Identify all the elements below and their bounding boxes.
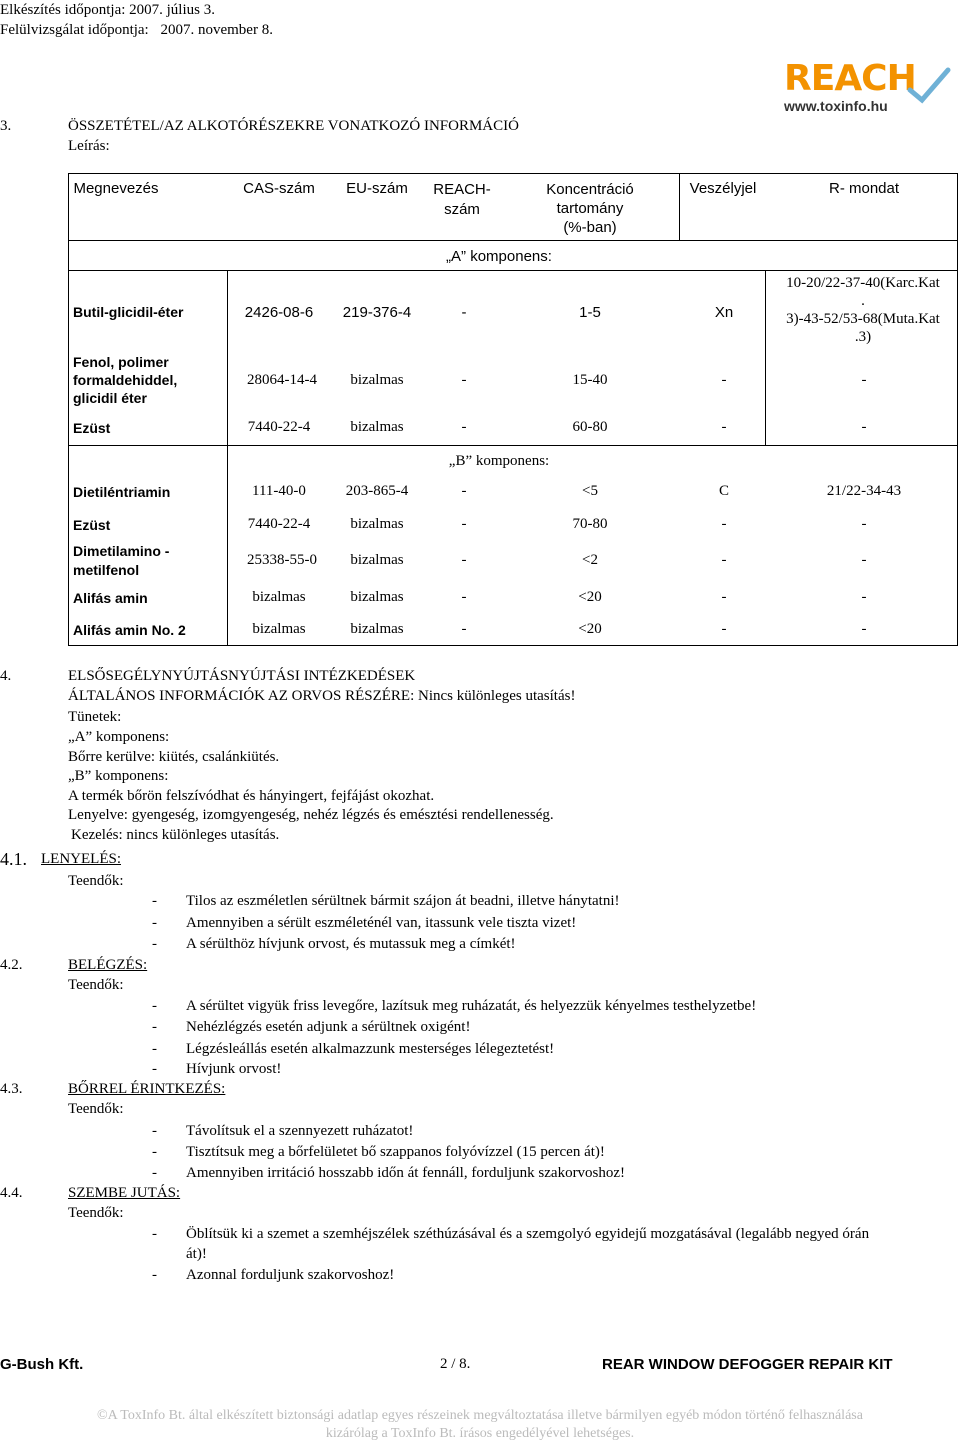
table-cell: - [861, 419, 867, 435]
group-b-label: „B” komponens: [448, 453, 550, 469]
row-name: Butil-glicidil-éter [73, 304, 184, 320]
col-header: CAS-szám [243, 180, 315, 197]
table-divider [765, 270, 766, 445]
subsection-number: 4.4. [0, 1185, 23, 1201]
table-cell: 21/22-34-43 [826, 483, 902, 499]
list-item: A sérültet vigyük friss levegőre, lazítsuk meg ruházatát, és helyezzük kényelmes testhelyzetbe! [186, 998, 757, 1014]
table-cell: bizalmas [252, 589, 306, 605]
subsection-title: BELÉGZÉS: [68, 957, 148, 973]
subsection-number: 4.3. [0, 1081, 23, 1097]
table-cell: 25338-55-0 [247, 552, 317, 568]
table-cell: - [721, 516, 727, 532]
todo-label: Teendők: [68, 873, 124, 889]
subsection-title: BŐRREL ÉRINTKEZÉS: [68, 1081, 226, 1097]
list-item-continued: át)! [186, 1246, 207, 1262]
table-cell: - [721, 589, 727, 605]
table-divider [69, 445, 957, 446]
table-cell: - [461, 552, 467, 568]
list-bullet: - [152, 1061, 157, 1077]
todo-label: Teendők: [68, 1101, 124, 1117]
col-header: Koncentráció tartomány (%-ban) [546, 181, 634, 236]
revision-date [0, 22, 273, 39]
table-cell: bizalmas [350, 419, 404, 435]
table-cell: <2 [582, 552, 598, 568]
col-header: Veszélyjel [689, 180, 757, 197]
table-cell: C [718, 483, 729, 499]
section3-title: ÖSSZETÉTEL/AZ ALKOTÓRÉSZEKRE VONATKOZÓ INFORMÁCIÓ [68, 118, 519, 134]
table-cell: 70-80 [572, 516, 608, 532]
table-cell: - [721, 621, 727, 637]
checkmark-icon [906, 66, 952, 106]
table-cell: bizalmas [252, 621, 306, 637]
list-bullet: - [152, 1123, 157, 1139]
footer-page: 2 / 8. [440, 1356, 471, 1372]
footer-company: G-Bush Kft. [0, 1356, 84, 1373]
table-cell: bizalmas [350, 552, 404, 568]
treatment-text: Kezelés: nincs különleges utasítás. [71, 827, 280, 843]
section3-desc-label: Leírás: [68, 138, 110, 154]
table-cell: - [461, 483, 467, 499]
composition-table [68, 173, 958, 646]
table-cell: - [861, 589, 867, 605]
table-cell: - [721, 552, 727, 568]
symptoms-label: Tünetek: [68, 709, 122, 725]
table-cell: 60-80 [572, 419, 608, 435]
list-bullet: - [152, 1267, 157, 1283]
subsection-title: SZEMBE JUTÁS: [68, 1185, 181, 1201]
row-name: Ezüst [73, 517, 111, 533]
table-cell: <20 [578, 621, 602, 637]
prepared-date: Elkészítés időpontja: 2007. július 3. [0, 2, 215, 18]
list-item: Hívjunk orvost! [186, 1061, 282, 1077]
table-cell: <5 [582, 483, 598, 499]
table-cell: - [861, 621, 867, 637]
todo-label: Teendők: [68, 977, 124, 993]
table-cell: 7440-22-4 [247, 419, 311, 435]
table-cell: 10-20/22-37-40(Karc.Kat . 3)-43-52/53-68(Muta.Kat .3) [786, 275, 940, 345]
table-cell: bizalmas [350, 516, 404, 532]
list-item: Légzésleállás esetén alkalmazzunk mesterséges lélegeztetést! [186, 1041, 555, 1057]
list-item: Tisztítsuk meg a bőrfelületet bő szappanos folyóvízzel (15 percen át)! [186, 1144, 605, 1160]
list-bullet: - [152, 893, 157, 909]
table-cell: - [461, 589, 467, 605]
table-cell: - [461, 621, 467, 637]
revision-label: Felülvizsgálat időpontja: [0, 22, 149, 38]
footer-product: REAR WINDOW DEFOGGER REPAIR KIT [602, 1356, 893, 1373]
list-bullet: - [152, 1019, 157, 1035]
component-a-text: Bőrre kerülve: kiütés, csalánkiütés. [68, 749, 280, 765]
table-cell: 219-376-4 [342, 304, 412, 321]
row-name: Dietiléntriamin [73, 484, 171, 500]
row-name: Alifás amin [73, 590, 148, 606]
table-cell: - [461, 372, 467, 388]
table-cell: 28064-14-4 [247, 372, 317, 388]
list-bullet: - [152, 1165, 157, 1181]
list-item: Amennyiben irritáció hosszabb időn át fennáll, forduljunk szakorvoshoz! [186, 1165, 626, 1181]
col-header: R- mondat [828, 180, 900, 197]
table-cell: bizalmas [350, 372, 404, 388]
table-cell: - [861, 372, 867, 388]
table-cell: 1-5 [579, 304, 601, 321]
table-cell: 111-40-0 [252, 483, 306, 499]
subsection-title: LENYELÉS: [41, 851, 121, 867]
col-header: Megnevezés [73, 180, 159, 197]
table-cell: - [861, 516, 867, 532]
table-cell: bizalmas [350, 621, 404, 637]
section4-title: ELSŐSEGÉLYNYÚJTÁSNYÚJTÁSI INTÉZKEDÉSEK [68, 668, 416, 684]
list-item: Távolítsuk el a szennyezett ruházatot! [186, 1123, 414, 1139]
group-a-label: „A” komponens: [446, 248, 552, 265]
list-bullet: - [152, 915, 157, 931]
list-item: Tilos az eszméletlen sérültnek bármit szájon át beadni, illetve hánytatni! [186, 893, 620, 909]
table-divider [679, 174, 680, 240]
list-bullet: - [152, 1144, 157, 1160]
todo-label: Teendők: [68, 1205, 124, 1221]
table-cell: - [721, 419, 727, 435]
table-divider [69, 240, 957, 241]
section4-general: ÁLTALÁNOS INFORMÁCIÓK AZ ORVOS RÉSZÉRE: Nincs különleges utasítás! [68, 688, 576, 704]
list-item: Amennyiben a sérült eszméleténél van, itassunk vele tiszta vizet! [186, 915, 577, 931]
row-name: Ezüst [73, 420, 111, 436]
logo-url: www.toxinfo.hu [784, 98, 888, 114]
list-item: Nehézlégzés esetén adjunk a sérültnek oxigént! [186, 1019, 471, 1035]
table-cell: - [861, 552, 867, 568]
footer-copyright-2: kizárólag a ToxInfo Bt. írásos engedélyével lehetséges. [325, 1426, 635, 1441]
logo-word: REACH [784, 58, 916, 99]
table-cell: <20 [578, 589, 602, 605]
section4-number: 4. [0, 668, 12, 684]
section3-number: 3. [0, 118, 12, 134]
list-bullet: - [152, 1226, 157, 1242]
row-name: Alifás amin No. 2 [73, 622, 186, 638]
table-divider [69, 270, 957, 271]
list-item: Öblítsük ki a szemet a szemhéjszélek széthúzásával és a szemgolyó egyidejű mozgatásával (legalább negyed órán [186, 1226, 870, 1242]
list-item: A sérülthöz hívjunk orvost, és mutassuk meg a címkét! [186, 936, 516, 952]
table-divider [227, 445, 228, 645]
subsection-number: 4.1. [0, 849, 27, 869]
subsection-number: 4.2. [0, 957, 23, 973]
swallow-text: Lenyelve: gyengeség, izomgyengeség, nehéz légzés és emésztési rendellenesség. [68, 807, 554, 823]
row-name: Fenol, polimer formaldehiddel, glicidil éter [73, 354, 178, 406]
table-cell: Xn [714, 304, 734, 321]
component-b-label: „B” komponens: [68, 768, 169, 784]
reach-logo [782, 60, 952, 118]
revision-value: 2007. november 8. [160, 22, 273, 38]
list-bullet: - [152, 998, 157, 1014]
table-cell: 15-40 [572, 372, 608, 388]
list-bullet: - [152, 1041, 157, 1057]
table-cell: 7440-22-4 [247, 516, 311, 532]
table-cell: - [461, 419, 467, 435]
list-bullet: - [152, 936, 157, 952]
row-name: Dimetilamino - metilfenol [73, 543, 170, 578]
col-header: EU-szám [346, 180, 408, 197]
table-cell: - [461, 516, 467, 532]
component-a-label: „A” komponens: [68, 729, 170, 745]
table-divider [227, 270, 228, 445]
table-cell: bizalmas [350, 589, 404, 605]
table-cell: - [461, 304, 467, 321]
col-header: REACH- szám [433, 181, 491, 218]
component-b-text: A termék bőrön felszívódhat és hányingert, fejfájást okozhat. [68, 788, 435, 804]
table-cell [73, 304, 183, 322]
table-cell: 203-865-4 [345, 483, 409, 499]
table-cell: - [721, 372, 727, 388]
list-item: Azonnal forduljunk szakorvoshoz! [186, 1267, 395, 1283]
table-cell: 2426-08-6 [244, 304, 314, 321]
footer-copyright: ©A ToxInfo Bt. által elkészített biztonsági adatlap egyes részeinek megváltoztatása illetve bármilyen egyéb módon történő felhasználása [97, 1408, 863, 1423]
